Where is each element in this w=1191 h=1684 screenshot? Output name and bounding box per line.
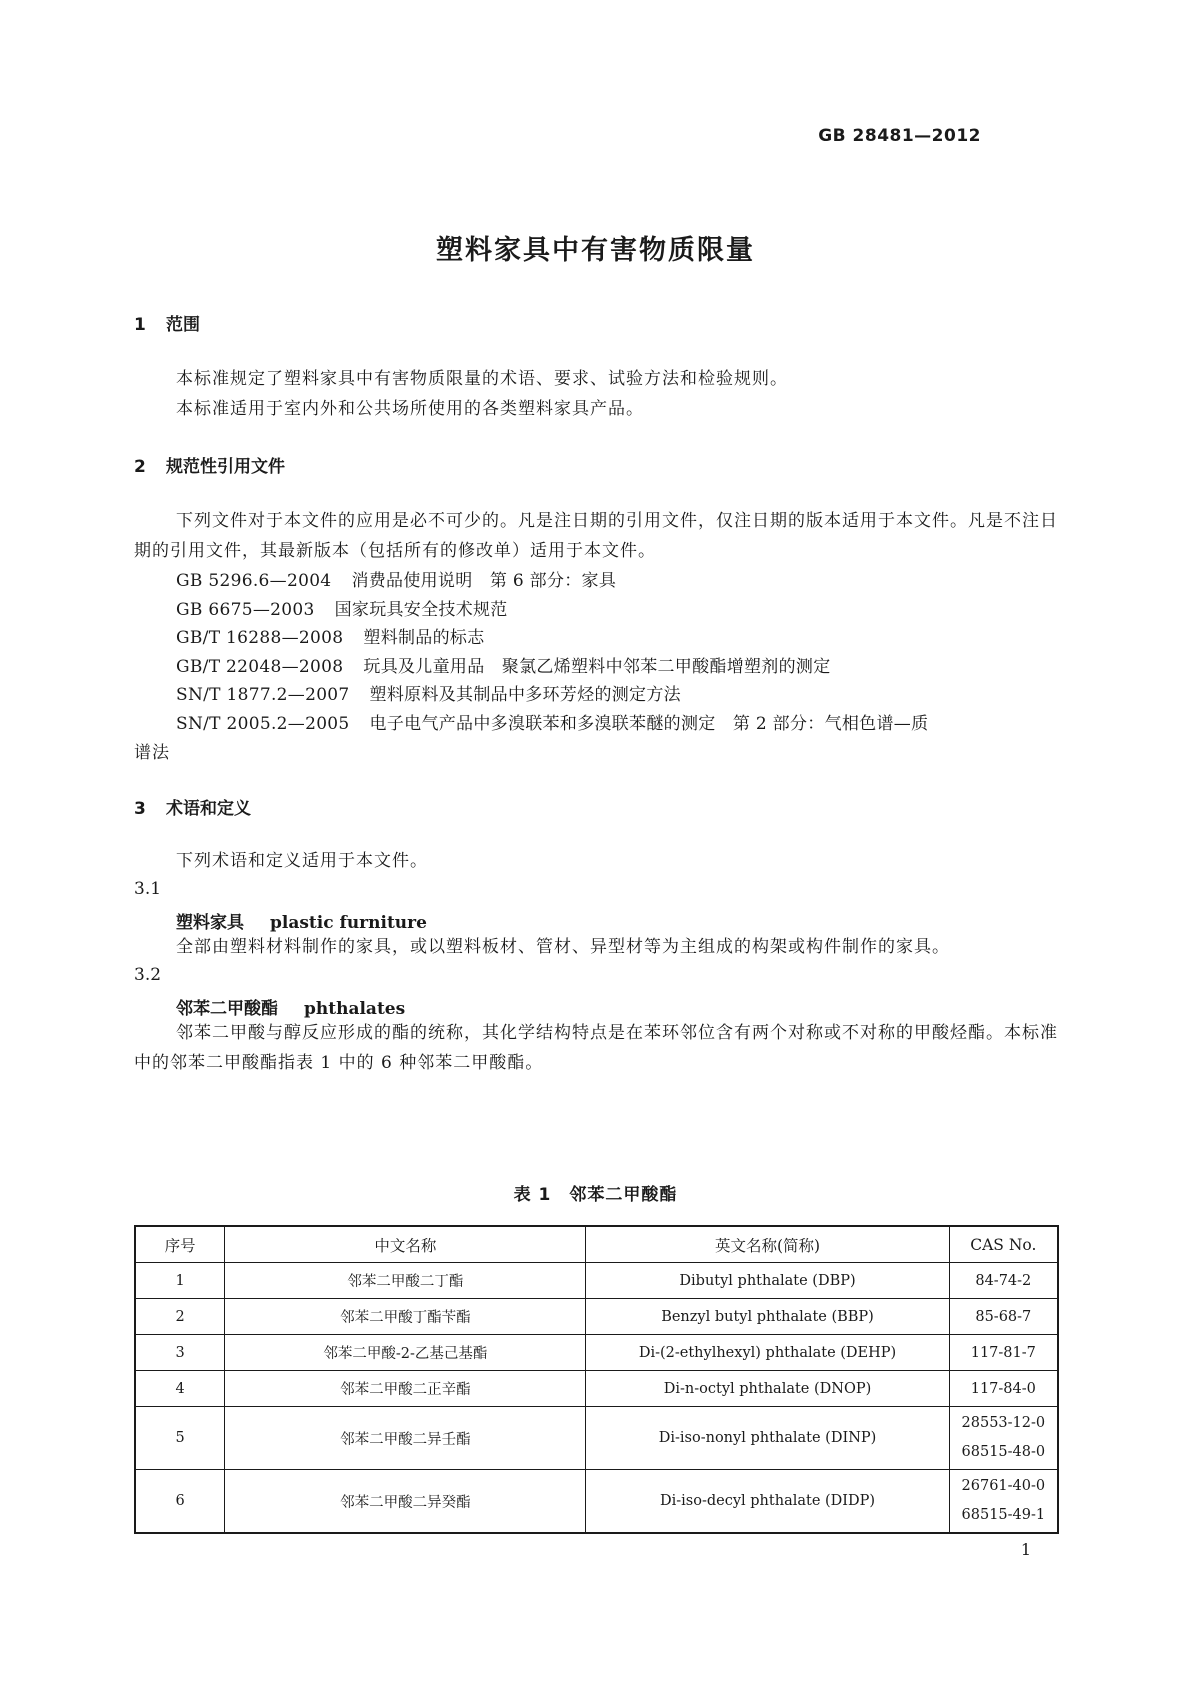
reference-code: SN/T 2005.2—2005 <box>176 714 350 734</box>
term-definition: 邻苯二甲酸与醇反应形成的酯的统称，其化学结构特点是在苯环邻位含有两个对称或不对称的甲酸烃酯。本标准中的邻苯二甲酸酯指表 1 中的 6 种邻苯二甲酸酯。 <box>134 1023 1058 1073</box>
section-3-heading <box>134 794 251 819</box>
no-cell: 2 <box>135 1299 225 1335</box>
zh-name-cell: 邻苯二甲酸二丁酯 <box>225 1263 586 1299</box>
clause-number: 3.1 <box>134 879 162 899</box>
clause-number: 3.2 <box>134 965 162 985</box>
zh-name-cell: 邻苯二甲酸二异癸酯 <box>225 1470 586 1534</box>
table-row <box>135 1335 1058 1371</box>
table-header-row <box>135 1226 1058 1263</box>
phthalates-table <box>134 1225 1059 1534</box>
section-1-paragraph-2: 本标准适用于室内外和公共场所使用的各类塑料家具产品。 <box>176 399 644 419</box>
zh-name-cell: 邻苯二甲酸二正辛酯 <box>225 1371 586 1407</box>
term-heading <box>176 908 427 933</box>
reference-code: GB 6675—2003 <box>176 600 315 620</box>
term-zh: 塑料家具 <box>176 913 244 933</box>
table-caption: 表 1 邻苯二甲酸酯 <box>513 1185 678 1205</box>
en-name-cell: Di-iso-nonyl phthalate (DINP) <box>586 1407 949 1470</box>
en-name-cell: Di-n-octyl phthalate (DNOP) <box>586 1371 949 1407</box>
reference-code: GB 5296.6—2004 <box>176 571 332 591</box>
header-cell: 英文名称(简称) <box>586 1226 949 1263</box>
page-number: 1 <box>1020 1540 1031 1559</box>
section-2-heading <box>134 452 285 477</box>
term-en: phthalates <box>304 999 406 1019</box>
en-name-cell: Di-(2-ethylhexyl) phthalate (DEHP) <box>586 1335 949 1371</box>
reference-code: GB/T 22048—2008 <box>176 657 344 677</box>
zh-name-cell: 邻苯二甲酸二异壬酯 <box>225 1407 586 1470</box>
cas-number: 28553-12-0 <box>961 1415 1046 1431</box>
reference-continuation: 谱法 <box>134 743 170 763</box>
reference-code: SN/T 1877.2—2007 <box>176 685 350 705</box>
en-name-cell: Di-iso-decyl phthalate (DIDP) <box>586 1470 949 1534</box>
term-heading <box>176 994 405 1019</box>
header-cell: 中文名称 <box>225 1226 586 1263</box>
cas-cell <box>949 1407 1058 1470</box>
section-3-number: 3 <box>134 799 146 819</box>
section-2-paragraph-1: 下列文件对于本文件的应用是必不可少的。凡是注日期的引用文件，仅注日期的版本适用于本文件。凡是不注日期的引用文件，其最新版本（包括所有的修改单）适用于本文件。 <box>134 511 1058 561</box>
en-name-cell: Benzyl butyl phthalate (BBP) <box>586 1299 949 1335</box>
no-cell: 6 <box>135 1470 225 1534</box>
table-row <box>135 1371 1058 1407</box>
standard-code: GB 28481—2012 <box>818 126 981 146</box>
normative-reference <box>176 680 681 705</box>
section-3-paragraph-1: 下列术语和定义适用于本文件。 <box>176 851 428 871</box>
cas-number: 68515-49-1 <box>961 1507 1046 1523</box>
cas-number: 68515-48-0 <box>961 1444 1046 1460</box>
cas-cell: 117-84-0 <box>949 1371 1058 1407</box>
section-2-title: 规范性引用文件 <box>166 457 285 477</box>
en-name-cell: Dibutyl phthalate (DBP) <box>586 1263 949 1299</box>
no-cell: 5 <box>135 1407 225 1470</box>
normative-reference <box>176 709 928 734</box>
table-row <box>135 1263 1058 1299</box>
table-row <box>135 1470 1058 1534</box>
section-2-number: 2 <box>134 457 146 477</box>
zh-name-cell: 邻苯二甲酸-2-乙基己基酯 <box>225 1335 586 1371</box>
cas-cell: 84-74-2 <box>949 1263 1058 1299</box>
reference-title: 消费品使用说明 第 6 部分：家具 <box>351 571 617 591</box>
cas-cell: 117-81-7 <box>949 1335 1058 1371</box>
header-cell: 序号 <box>135 1226 225 1263</box>
no-cell: 3 <box>135 1335 225 1371</box>
cas-cell: 85-68-7 <box>949 1299 1058 1335</box>
header-cell: CAS No. <box>949 1226 1058 1263</box>
normative-reference <box>176 652 831 677</box>
reference-title: 塑料制品的标志 <box>363 628 485 648</box>
normative-reference <box>176 566 616 591</box>
no-cell: 4 <box>135 1371 225 1407</box>
no-cell: 1 <box>135 1263 225 1299</box>
section-1-paragraph-1: 本标准规定了塑料家具中有害物质限量的术语、要求、试验方法和检验规则。 <box>176 369 788 389</box>
reference-title: 玩具及儿童用品 聚氯乙烯塑料中邻苯二甲酸酯增塑剂的测定 <box>363 657 831 677</box>
normative-reference <box>176 623 485 648</box>
section-1-heading <box>134 310 200 335</box>
term-en: plastic furniture <box>270 913 427 933</box>
normative-reference <box>176 595 508 620</box>
section-3-title: 术语和定义 <box>166 799 251 819</box>
reference-title: 塑料原料及其制品中多环芳烃的测定方法 <box>369 685 681 705</box>
term-definition: 全部由塑料材料制作的家具，或以塑料板材、管材、异型材等为主组成的构架或构件制作的家具。 <box>176 937 950 957</box>
reference-title: 国家玩具安全技术规范 <box>334 600 508 620</box>
table-row <box>135 1407 1058 1470</box>
section-1-title: 范围 <box>166 315 200 335</box>
cas-number: 26761-40-0 <box>961 1478 1046 1494</box>
reference-title: 电子电气产品中多溴联苯和多溴联苯醚的测定 第 2 部分：气相色谱—质 <box>369 714 929 734</box>
section-1-number: 1 <box>134 315 146 335</box>
cas-cell <box>949 1470 1058 1534</box>
reference-code: GB/T 16288—2008 <box>176 628 344 648</box>
table-row <box>135 1299 1058 1335</box>
document-title: 塑料家具中有害物质限量 <box>436 235 755 266</box>
zh-name-cell: 邻苯二甲酸丁酯苄酯 <box>225 1299 586 1335</box>
term-zh: 邻苯二甲酸酯 <box>176 999 278 1019</box>
